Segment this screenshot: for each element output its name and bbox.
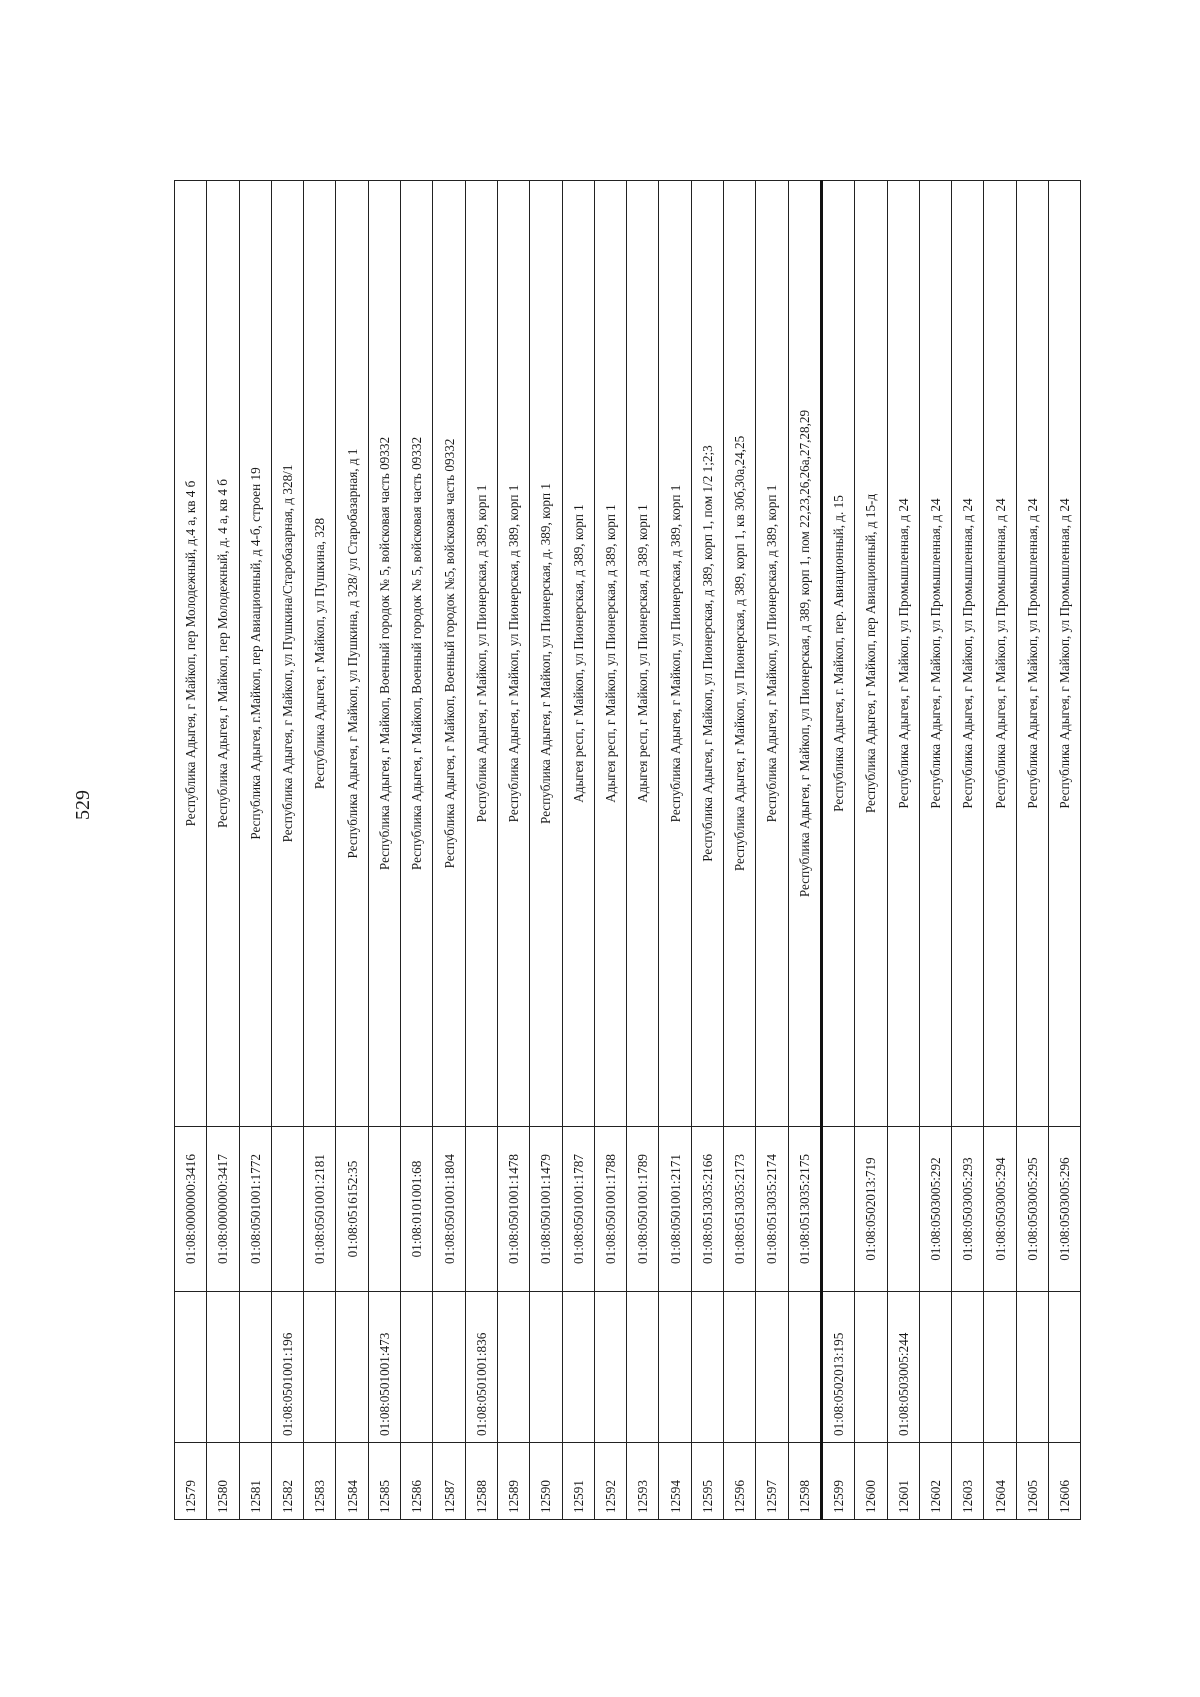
cadastral-number-cell: 01:08:0000000:3416	[175, 1127, 207, 1292]
parent-cadastral-cell	[207, 1292, 239, 1443]
cadastral-number-cell	[271, 1127, 303, 1292]
table-row	[433, 181, 465, 1520]
parent-cadastral-cell: 01:08:0501001:473	[368, 1292, 400, 1443]
cadastral-number-cell	[821, 1127, 854, 1292]
row-number-cell: 12589	[497, 1443, 529, 1520]
row-number-cell: 12591	[562, 1443, 594, 1520]
cadastral-number-cell: 01:08:0101001:68	[401, 1127, 433, 1292]
address-cell: Республика Адыгея, г Майкоп, ул Пушкина/Старобазарная, д 328/1	[271, 181, 303, 1127]
row-number-cell: 12595	[691, 1443, 723, 1520]
address-cell: Республика Адыгея, г Майкоп, ул Пионерская, д 389, корп 1	[659, 181, 691, 1127]
row-number-cell: 12599	[821, 1443, 854, 1520]
parent-cadastral-cell: 01:08:0503005:244	[887, 1292, 919, 1443]
row-number-cell: 12588	[465, 1443, 497, 1520]
table-row	[239, 181, 271, 1520]
address-cell: Республика Адыгея, г Майкоп, ул Промышленная, д 24	[919, 181, 951, 1127]
parent-cadastral-cell	[919, 1292, 951, 1443]
table-row	[659, 181, 691, 1520]
cadastral-number-cell: 01:08:0513035:2166	[691, 1127, 723, 1292]
table-row	[368, 181, 400, 1520]
table-row	[401, 181, 433, 1520]
cadastral-number-cell: 01:08:0513035:2174	[756, 1127, 788, 1292]
registry-table-body	[175, 181, 1081, 1520]
address-cell: Республика Адыгея, г Майкоп, Военный городок № 5, войсковая часть 09332	[401, 181, 433, 1127]
parent-cadastral-cell	[530, 1292, 562, 1443]
page-number: 529	[72, 790, 94, 820]
table-row	[304, 181, 336, 1520]
cadastral-number-cell: 01:08:0516152:35	[336, 1127, 368, 1292]
table-row	[627, 181, 659, 1520]
row-number-cell: 12598	[788, 1443, 821, 1520]
table-row	[952, 181, 984, 1520]
cadastral-number-cell: 01:08:0501001:2171	[659, 1127, 691, 1292]
address-cell: Республика Адыгея, г.Майкоп, пер Авиационный, д 4-б, строен 19	[239, 181, 271, 1127]
address-cell: Республика Адыгея, г Майкоп, пер Молодежный, д.4 а, кв 4 б	[175, 181, 207, 1127]
cadastral-number-cell: 01:08:0503005:293	[952, 1127, 984, 1292]
parent-cadastral-cell: 01:08:0502013:195	[821, 1292, 854, 1443]
address-cell: Республика Адыгея, г Майкоп, ул Пионерская, д 389, корп 1	[465, 181, 497, 1127]
parent-cadastral-cell	[952, 1292, 984, 1443]
table-row	[756, 181, 788, 1520]
table-row	[1016, 181, 1048, 1520]
row-number-cell: 12605	[1016, 1443, 1048, 1520]
row-number-cell: 12585	[368, 1443, 400, 1520]
row-number-cell: 12579	[175, 1443, 207, 1520]
cadastral-number-cell: 01:08:0501001:1478	[497, 1127, 529, 1292]
table-row	[530, 181, 562, 1520]
cadastral-number-cell: 01:08:0501001:1804	[433, 1127, 465, 1292]
cadastral-number-cell: 01:08:0503005:294	[984, 1127, 1016, 1292]
parent-cadastral-cell	[855, 1292, 887, 1443]
table-row	[336, 181, 368, 1520]
registry-table-wrapper	[174, 180, 1081, 1520]
address-cell: Республика Адыгея, г Майкоп, ул Пионерская, д 389, корп 1	[497, 181, 529, 1127]
cadastral-number-cell	[368, 1127, 400, 1292]
table-row	[594, 181, 626, 1520]
table-row	[984, 181, 1016, 1520]
parent-cadastral-cell	[724, 1292, 756, 1443]
table-row	[788, 181, 821, 1520]
row-number-cell: 12604	[984, 1443, 1016, 1520]
address-cell: Республика Адыгея, г Майкоп, ул Пионерская, д. 389, корп 1	[530, 181, 562, 1127]
address-cell: Республика Адыгея, г Майкоп, ул Промышленная, д 24	[1049, 181, 1081, 1127]
address-cell: Республика Адыгея, г Майкоп, ул Промышленная, д 24	[1016, 181, 1048, 1127]
table-row	[691, 181, 723, 1520]
address-cell: Адыгея респ, г Майкоп, ул Пионерская, д 389, корп 1	[594, 181, 626, 1127]
table-row	[724, 181, 756, 1520]
cadastral-number-cell: 01:08:0501001:2181	[304, 1127, 336, 1292]
table-row	[1049, 181, 1081, 1520]
address-cell: Республика Адыгея, г Майкоп, Военный городок №5, войсковая часть 09332	[433, 181, 465, 1127]
row-number-cell: 12581	[239, 1443, 271, 1520]
address-cell: Республика Адыгея, г Майкоп, ул Пушкина, 328	[304, 181, 336, 1127]
parent-cadastral-cell	[1049, 1292, 1081, 1443]
table-row	[562, 181, 594, 1520]
address-cell: Адыгея респ, г Майкоп, ул Пионерская, д 389, корп 1	[562, 181, 594, 1127]
address-cell: Республика Адыгея, г Майкоп, ул Пушкина, д 328/ ул Старобазарная, д 1	[336, 181, 368, 1127]
parent-cadastral-cell	[433, 1292, 465, 1443]
row-number-cell: 12597	[756, 1443, 788, 1520]
address-cell: Республика Адыгея, г Майкоп, пер Молодежный, д. 4 а, кв 4 б	[207, 181, 239, 1127]
parent-cadastral-cell	[984, 1292, 1016, 1443]
cadastral-number-cell	[887, 1127, 919, 1292]
parent-cadastral-cell	[1016, 1292, 1048, 1443]
row-number-cell: 12601	[887, 1443, 919, 1520]
table-row	[207, 181, 239, 1520]
address-cell: Республика Адыгея, г Майкоп, Военный городок № 5, войсковая часть 09332	[368, 181, 400, 1127]
cadastral-number-cell: 01:08:0501001:1479	[530, 1127, 562, 1292]
parent-cadastral-cell: 01:08:0501001:836	[465, 1292, 497, 1443]
cadastral-number-cell: 01:08:0501001:1787	[562, 1127, 594, 1292]
row-number-cell: 12603	[952, 1443, 984, 1520]
table-row	[855, 181, 887, 1520]
address-cell: Республика Адыгея, г Майкоп, ул Пионерская, д 389, корп 1	[756, 181, 788, 1127]
row-number-cell: 12606	[1049, 1443, 1081, 1520]
parent-cadastral-cell	[562, 1292, 594, 1443]
row-number-cell: 12582	[271, 1443, 303, 1520]
table-row	[887, 181, 919, 1520]
row-number-cell: 12600	[855, 1443, 887, 1520]
table-row	[465, 181, 497, 1520]
parent-cadastral-cell: 01:08:0501001:196	[271, 1292, 303, 1443]
cadastral-number-cell: 01:08:0501001:1772	[239, 1127, 271, 1292]
row-number-cell: 12594	[659, 1443, 691, 1520]
row-number-cell: 12592	[594, 1443, 626, 1520]
parent-cadastral-cell	[659, 1292, 691, 1443]
row-number-cell: 12602	[919, 1443, 951, 1520]
address-cell: Республика Адыгея, г Майкоп, пер Авиационный, д 15-д	[855, 181, 887, 1127]
parent-cadastral-cell	[756, 1292, 788, 1443]
row-number-cell: 12593	[627, 1443, 659, 1520]
table-row	[175, 181, 207, 1520]
cadastral-number-cell: 01:08:0513035:2175	[788, 1127, 821, 1292]
parent-cadastral-cell	[175, 1292, 207, 1443]
table-row	[497, 181, 529, 1520]
cadastral-number-cell: 01:08:0503005:292	[919, 1127, 951, 1292]
address-cell: Республика Адыгея, г Майкоп, ул Промышленная, д 24	[952, 181, 984, 1127]
row-number-cell: 12580	[207, 1443, 239, 1520]
parent-cadastral-cell	[336, 1292, 368, 1443]
cadastral-number-cell: 01:08:0503005:296	[1049, 1127, 1081, 1292]
parent-cadastral-cell	[497, 1292, 529, 1443]
row-number-cell: 12590	[530, 1443, 562, 1520]
table-row	[919, 181, 951, 1520]
cadastral-number-cell	[465, 1127, 497, 1292]
cadastral-number-cell: 01:08:0501001:1789	[627, 1127, 659, 1292]
cadastral-number-cell: 01:08:0000000:3417	[207, 1127, 239, 1292]
parent-cadastral-cell	[788, 1292, 821, 1443]
table-row	[821, 181, 854, 1520]
cadastral-number-cell: 01:08:0503005:295	[1016, 1127, 1048, 1292]
cadastral-number-cell: 01:08:0502013:719	[855, 1127, 887, 1292]
parent-cadastral-cell	[594, 1292, 626, 1443]
row-number-cell: 12583	[304, 1443, 336, 1520]
registry-table	[174, 180, 1081, 1520]
parent-cadastral-cell	[627, 1292, 659, 1443]
cadastral-number-cell: 01:08:0513035:2173	[724, 1127, 756, 1292]
parent-cadastral-cell	[401, 1292, 433, 1443]
parent-cadastral-cell	[691, 1292, 723, 1443]
cadastral-number-cell: 01:08:0501001:1788	[594, 1127, 626, 1292]
address-cell: Республика Адыгея, г Майкоп, ул Пионерская, д 389, корп 1, кв 30б,30а,24,25	[724, 181, 756, 1127]
row-number-cell: 12587	[433, 1443, 465, 1520]
table-row	[271, 181, 303, 1520]
address-cell: Республика Адыгея, г Майкоп, ул Пионерская, д 389, корп 1, пом 22,23,26,26а,27,28,29	[788, 181, 821, 1127]
parent-cadastral-cell	[304, 1292, 336, 1443]
row-number-cell: 12584	[336, 1443, 368, 1520]
address-cell: Республика Адыгея, г Майкоп, ул Промышленная, д 24	[887, 181, 919, 1127]
address-cell: Республика Адыгея, г Майкоп, ул Пионерская, д 389, корп 1, пом 1/2 1;2;3	[691, 181, 723, 1127]
address-cell: Адыгея респ, г Майкоп, ул Пионерская, д 389, корп 1	[627, 181, 659, 1127]
row-number-cell: 12586	[401, 1443, 433, 1520]
address-cell: Республика Адыгея, г. Майкоп, пер. Авиационный, д. 15	[821, 181, 854, 1127]
address-cell: Республика Адыгея, г Майкоп, ул Промышленная, д 24	[984, 181, 1016, 1127]
parent-cadastral-cell	[239, 1292, 271, 1443]
row-number-cell: 12596	[724, 1443, 756, 1520]
